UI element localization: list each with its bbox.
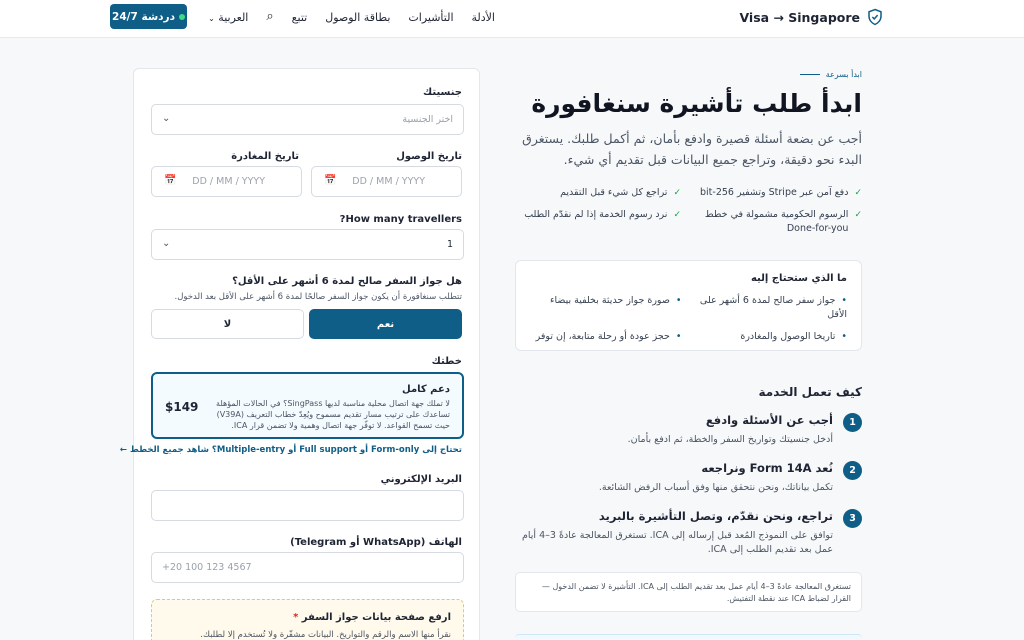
passport-question: هل جواز السفر صالح لمدة 6 أشهر على الأقل؟ bbox=[232, 276, 462, 287]
nationality-placeholder: اختر الجنسية bbox=[402, 114, 453, 125]
chat-label: دردشة 24/7 bbox=[112, 10, 175, 23]
departure-date-input[interactable] bbox=[151, 166, 302, 197]
chevron-down-icon: ⌄ bbox=[208, 14, 215, 23]
phone-field[interactable] bbox=[151, 552, 464, 583]
plan-option-full-support[interactable] bbox=[151, 372, 464, 439]
chevron-down-icon: ⌄ bbox=[162, 238, 171, 249]
requirement-item: • جواز سفر صالح لمدة 6 أشهر على الأقل bbox=[696, 294, 848, 322]
email-field[interactable] bbox=[151, 490, 464, 521]
bottom-card-edge bbox=[515, 634, 862, 640]
search-icon[interactable]: ⌕ bbox=[266, 9, 274, 24]
passport-no-button[interactable]: لا bbox=[151, 309, 304, 339]
page-title: ابدأ طلب تأشيرة سنغافورة bbox=[531, 89, 862, 118]
departure-date-placeholder: DD / MM / YYYY bbox=[192, 176, 265, 187]
feature-item bbox=[693, 186, 862, 200]
requirements-card bbox=[515, 260, 862, 351]
step-number: 1 bbox=[843, 413, 862, 432]
feature-text: نرد رسوم الخدمة إذا لم نقدّم الطلب bbox=[524, 209, 668, 220]
travellers-label: How many travellers? bbox=[339, 214, 462, 225]
requirement-item: • صورة جواز حديثة بخلفية بيضاء bbox=[530, 294, 682, 322]
processing-note: تستغرق المعالجة عادةً 3–4 أيام عمل بعد تقديم الطلب إلى ICA. التأشيرة لا تضمن الدخول — القرار لضباط ICA عند نقطة التفتيش. bbox=[515, 572, 862, 612]
brand-logo[interactable] bbox=[739, 8, 884, 26]
phone-label: الهاتف (WhatsApp أو Telegram) bbox=[290, 537, 462, 548]
arrival-date-input[interactable] bbox=[311, 166, 462, 197]
feature-list bbox=[512, 186, 862, 236]
eyebrow-text: ابدأ بسرعة bbox=[825, 70, 862, 79]
required-marker: * bbox=[293, 612, 299, 623]
nationality-label: جنسيتك bbox=[423, 87, 462, 98]
step-desc: تكمل بياناتك، ونحن نتحقق منها وفق أسباب الرفض الشائعة. bbox=[598, 482, 833, 493]
feature-item bbox=[512, 208, 681, 236]
nav-visas[interactable]: التأشيرات bbox=[408, 11, 454, 24]
requirements-list bbox=[530, 294, 847, 344]
step-item bbox=[512, 509, 862, 557]
step-item bbox=[512, 413, 862, 447]
calendar-icon: 📅 bbox=[164, 175, 177, 186]
calendar-icon: 📅 bbox=[324, 175, 337, 186]
check-icon: ✓ bbox=[673, 210, 681, 220]
nav-guides[interactable]: الأدلة bbox=[471, 11, 495, 24]
how-title: كيف تعمل الخدمة bbox=[758, 385, 862, 399]
step-number: 2 bbox=[843, 461, 862, 480]
nav-arrival-card[interactable]: بطاقة الوصول bbox=[325, 11, 391, 24]
step-title: أجب عن الأسئلة وادفع bbox=[705, 413, 833, 427]
nationality-select[interactable] bbox=[151, 104, 464, 135]
application-form bbox=[119, 68, 480, 640]
passport-upload-area[interactable] bbox=[151, 599, 464, 640]
nav-track[interactable]: تتبع bbox=[291, 11, 308, 24]
feature-item bbox=[693, 208, 862, 236]
how-it-works bbox=[512, 385, 862, 557]
all-plans-link[interactable]: تحتاج إلى Form-only أو Full support أو Multiple-entry؟ شاهد جميع الخطط ← bbox=[119, 445, 462, 455]
page-lead: أجب عن بضعة أسئلة قصيرة وادفع بأمان، ثم أكمل طلبك. يستغرق البدء نحو دقيقة، وتراجع جميع البيانات قبل تقديم أي شيء. bbox=[522, 131, 862, 167]
feature-text: دفع آمن عبر Stripe وتشفير 256-bit bbox=[699, 187, 849, 198]
language-label: العربية bbox=[218, 11, 249, 24]
brand-name: Visa → Singapore bbox=[739, 9, 860, 25]
feature-text: تراجع كل شيء قبل التقديم bbox=[560, 187, 668, 198]
main-nav bbox=[208, 11, 495, 24]
phone-placeholder: +20 100 123 4567 bbox=[162, 562, 252, 573]
language-selector[interactable] bbox=[208, 11, 248, 24]
plan-label: خطتك bbox=[431, 356, 462, 367]
travellers-value: 1 bbox=[446, 239, 453, 250]
step-title: تراجع، ونحن نقدّم، وتصل التأشيرة بالبريد bbox=[598, 509, 833, 523]
shield-check-icon bbox=[866, 8, 884, 26]
requirement-item: • تاريخا الوصول والمغادرة bbox=[696, 330, 848, 344]
plan-description: لا تملك جهة اتصال محلية مناسبة لديها SingPass؟ في الحالات المؤهلة تساعدك على ترتيب مسار تقديم مسموح ويُعِدّ خطاب التعريف (V39A) حيث تسمح القواعد. لا توفّر جهة اتصال وهمية ولا تضمن قرار ICA. bbox=[216, 399, 450, 430]
check-icon: ✓ bbox=[854, 210, 862, 220]
check-icon: ✓ bbox=[673, 188, 681, 198]
email-label: البريد الإلكتروني bbox=[380, 474, 462, 485]
upload-desc: نقرأ منها الاسم والرقم والتواريخ. البيانات مشفّرة ولا تُستخدم إلا لطلبك. bbox=[200, 630, 451, 640]
check-icon: ✓ bbox=[854, 188, 862, 198]
passport-yes-button[interactable]: نعم bbox=[309, 309, 462, 339]
requirements-title: ما الذي ستحتاج إليه bbox=[750, 273, 847, 284]
feature-text: الرسوم الحكومية مشمولة في خطط Done-for-you bbox=[704, 209, 849, 234]
chevron-down-icon: ⌄ bbox=[162, 113, 171, 124]
passport-hint: تتطلب سنغافورة أن يكون جواز السفر صالحًا لمدة 6 أشهر على الأقل بعد الدخول. bbox=[174, 292, 462, 302]
chat-button[interactable] bbox=[110, 4, 187, 29]
requirement-item: • حجز عودة أو رحلة متابعة، إن توفر bbox=[530, 330, 682, 344]
arrival-date-placeholder: DD / MM / YYYY bbox=[352, 176, 425, 187]
upload-title bbox=[293, 612, 451, 623]
eyebrow bbox=[512, 70, 862, 79]
step-desc: توافق على النموذج المُعد قبل إرساله إلى ICA. تستغرق المعالجة عادةً 3–4 أيام عمل بعد تقديم الطلب إلى ICA. bbox=[522, 530, 833, 555]
top-navigation-bar bbox=[0, 0, 1024, 38]
travellers-select[interactable] bbox=[151, 229, 464, 260]
upload-title-text: ارفع صفحة بيانات جواز السفر bbox=[301, 612, 451, 623]
hero-section bbox=[512, 70, 862, 236]
plan-title: دعم كامل bbox=[402, 384, 450, 395]
step-item bbox=[512, 461, 862, 495]
eyebrow-line bbox=[800, 74, 820, 75]
online-status-dot bbox=[179, 14, 185, 20]
step-title: نُعد Form 14A ونراجعه bbox=[701, 461, 833, 475]
plan-price: $149 bbox=[165, 400, 199, 414]
departure-date-label: تاريخ المغادرة bbox=[231, 151, 299, 162]
arrival-date-label: تاريخ الوصول bbox=[396, 151, 462, 162]
step-number: 3 bbox=[843, 509, 862, 528]
step-desc: أدخل جنسيتك وتواريخ السفر والخطة، ثم ادفع بأمان. bbox=[627, 434, 833, 445]
feature-item bbox=[512, 186, 681, 200]
